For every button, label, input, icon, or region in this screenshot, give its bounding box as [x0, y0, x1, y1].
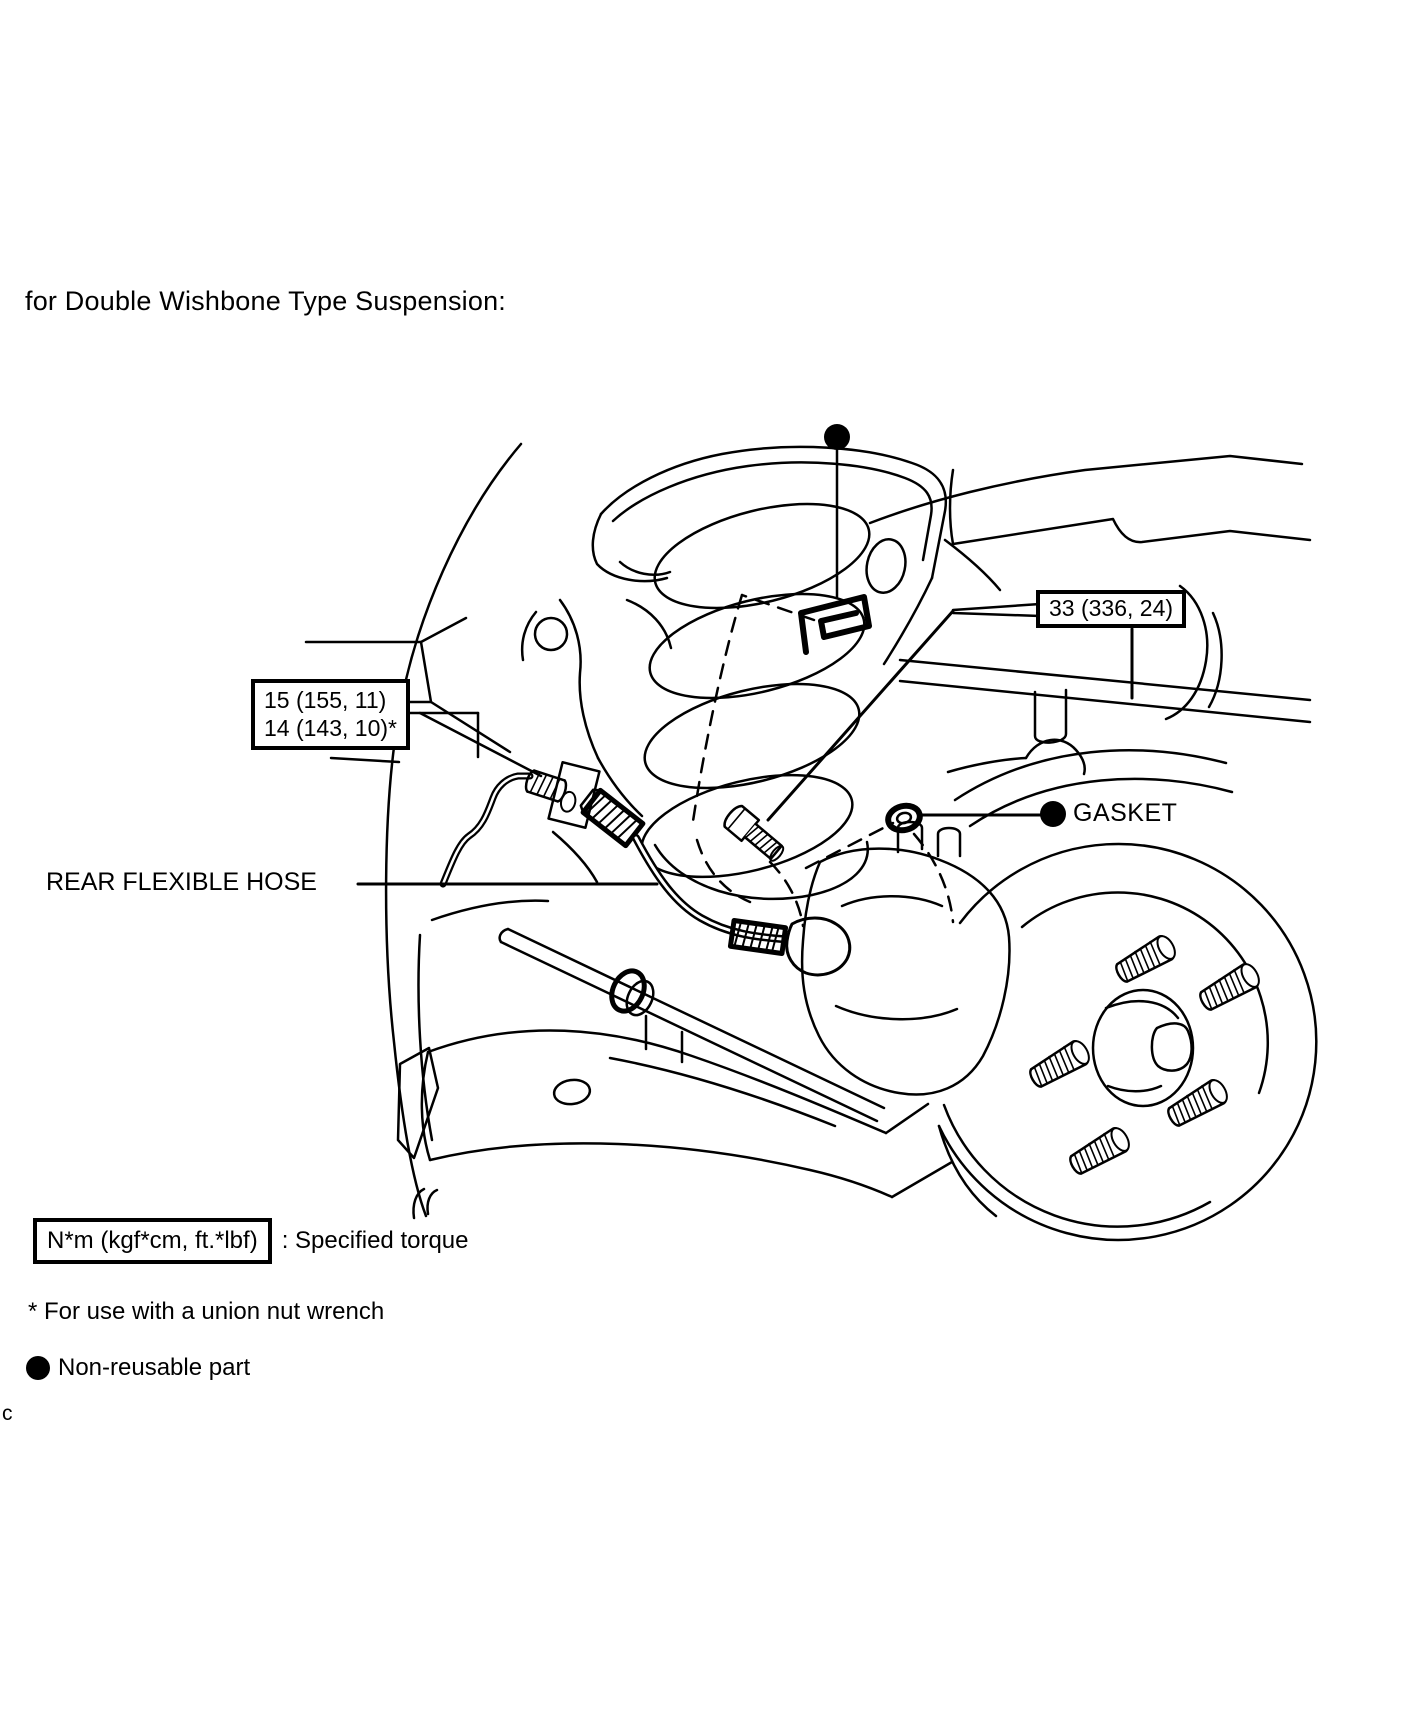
torque-callout-33 [1036, 590, 1186, 628]
flexible-hose-assembly [443, 762, 922, 953]
fender-outline [386, 444, 521, 1218]
body-panels [306, 618, 597, 920]
non-reusable-dot-icon [1040, 801, 1066, 827]
torque-callout-33-value: 33 (336, 24) [1049, 595, 1174, 621]
union-bolt [721, 803, 789, 866]
non-reusable-footnote [26, 1354, 250, 1382]
gasket-ring [886, 802, 923, 833]
page-title: for Double Wishbone Type Suspension: [25, 286, 506, 316]
torque-units-box: N*m (kgf*cm, ft.*lbf) [33, 1218, 272, 1264]
page-marker: c [2, 1402, 13, 1425]
torque-callout-14-line: 14 (143, 10)* [264, 715, 397, 742]
brake-drum [939, 844, 1316, 1240]
non-reusable-dot-marker [824, 424, 850, 450]
gasket-callout [1040, 799, 1177, 828]
brake-caliper [787, 822, 1010, 1094]
union-nut-wrench-footnote: * For use with a union nut wrench [28, 1298, 385, 1325]
lower-arm [422, 929, 952, 1197]
strut-top-mount [593, 447, 1000, 664]
frame-rails [870, 456, 1310, 826]
torque-legend [33, 1218, 469, 1264]
torque-callout-15-14 [251, 679, 410, 750]
torque-callout-15-line: 15 (155, 11) [264, 687, 387, 713]
non-reusable-footnote-text: Non-reusable part [58, 1354, 251, 1381]
torque-units-description: : Specified torque [281, 1227, 469, 1254]
non-reusable-dot-icon [26, 1356, 50, 1380]
hose-clip [801, 597, 869, 652]
rear-flexible-hose-label: REAR FLEXIBLE HOSE [46, 868, 317, 896]
gasket-label: GASKET [1073, 799, 1178, 827]
